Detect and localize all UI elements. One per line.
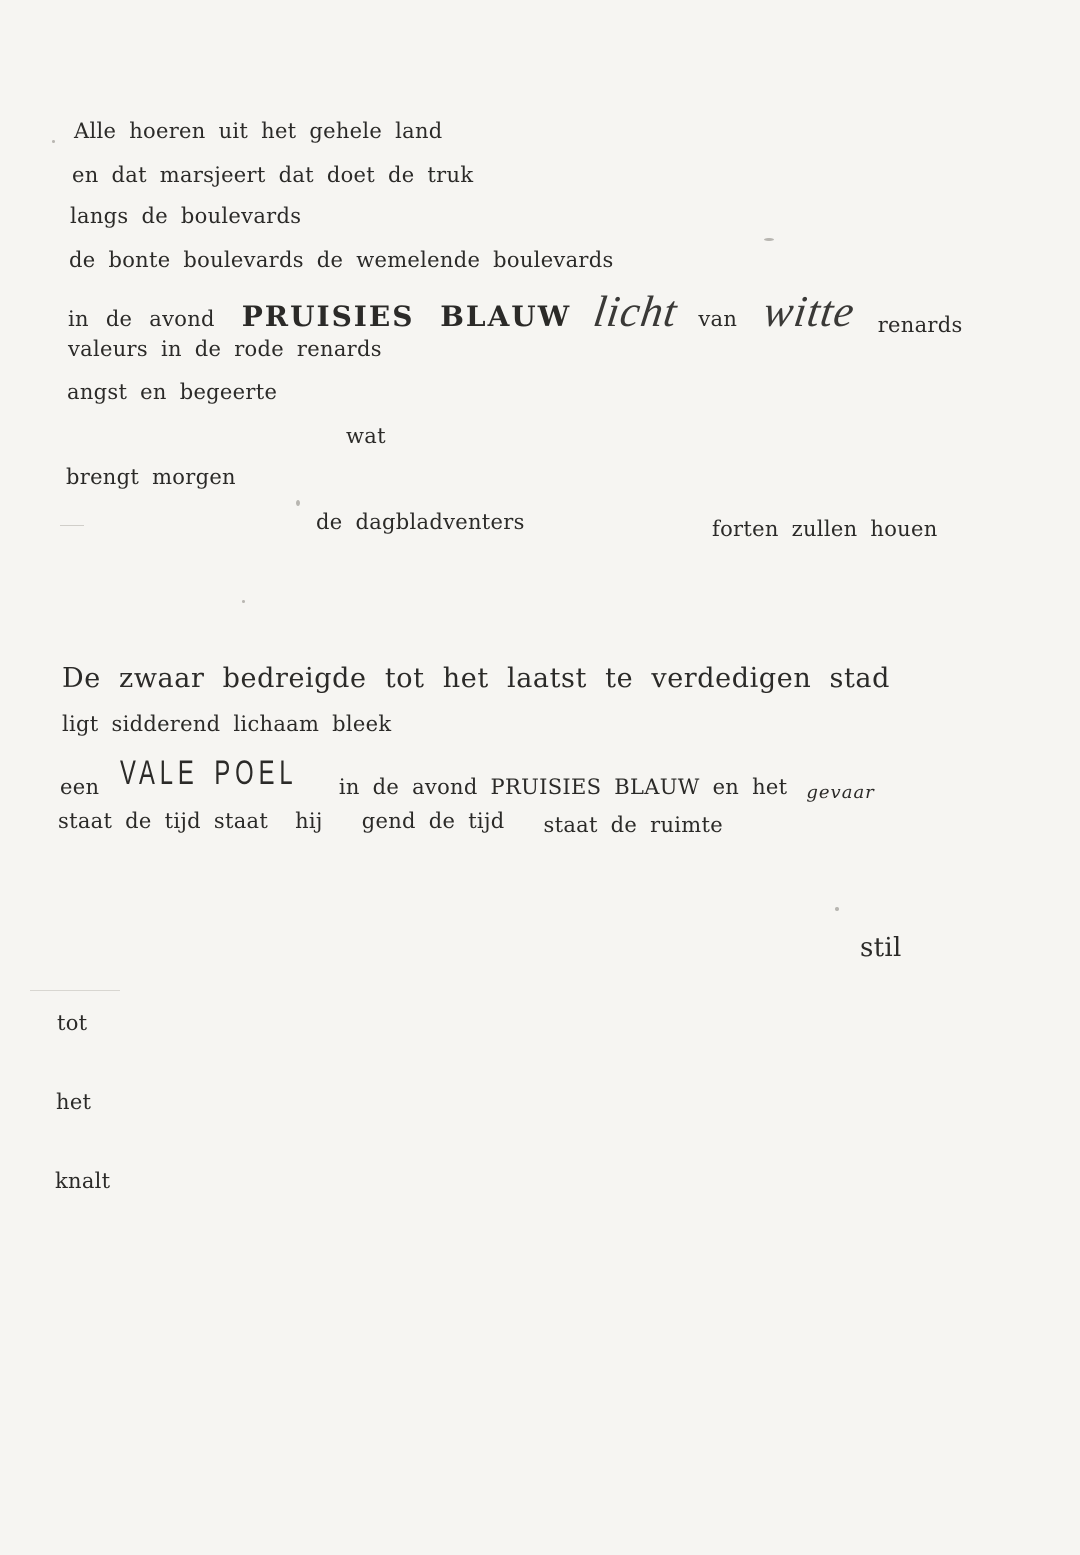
poem-line: de dagbladventers	[316, 510, 525, 534]
poem-text: in de avond PRUISIES BLAUW en het	[338, 775, 788, 799]
vale-poel-caps: VALE POEL	[120, 754, 298, 792]
poem-line	[58, 809, 723, 837]
licht-script: licht	[590, 287, 681, 336]
poem-text: een	[60, 775, 100, 799]
poem-line: ligt sidderend lichaam bleek	[62, 712, 392, 736]
poem-line-vale-poel	[60, 754, 875, 803]
poem-line-pruisies-blauw	[68, 287, 963, 337]
poem-word-knalt: knalt	[55, 1169, 111, 1193]
poem-line: de bonte boulevards de wemelende boulevards	[69, 248, 614, 272]
poem-word-stil: stil	[860, 933, 902, 963]
paper-speck	[52, 140, 55, 143]
poem-line: angst en begeerte	[67, 380, 278, 404]
paper-speck	[242, 600, 245, 603]
poem-text: gend de tijd	[361, 809, 505, 833]
poem-line: en dat marsjeert dat doet de truk	[72, 163, 474, 187]
witte-script: witte	[760, 287, 859, 336]
paper-speck	[296, 500, 300, 506]
gevaar-italic: gevaar	[806, 782, 875, 803]
poem-line: forten zullen houen	[712, 517, 938, 541]
poem-text: staat de ruimte	[543, 813, 723, 837]
poem-text: hij	[295, 809, 323, 833]
poem-line: brengt morgen	[66, 465, 236, 489]
paper-speck	[835, 907, 839, 911]
poem-line-large: De zwaar bedreigde tot het laatst te verdedigen stad	[62, 663, 890, 694]
paper-speck	[30, 990, 120, 991]
poem-line: langs de boulevards	[70, 204, 302, 228]
poem-line: wat	[346, 424, 386, 448]
poem-text: van	[698, 307, 738, 331]
paper-speck	[764, 238, 774, 241]
poem-word-tot: tot	[57, 1011, 88, 1035]
poem-line: valeurs in de rode renards	[68, 337, 382, 361]
poem-text: in de avond	[68, 307, 215, 331]
poem-word-het: het	[56, 1090, 92, 1114]
poem-text: staat de tijd staat	[58, 809, 269, 833]
paper-speck	[60, 525, 84, 526]
pruisies-blauw-bold: PRUISIES BLAUW	[241, 300, 572, 333]
poem-text: renards	[877, 313, 963, 337]
poem-line: Alle hoeren uit het gehele land	[74, 119, 443, 143]
